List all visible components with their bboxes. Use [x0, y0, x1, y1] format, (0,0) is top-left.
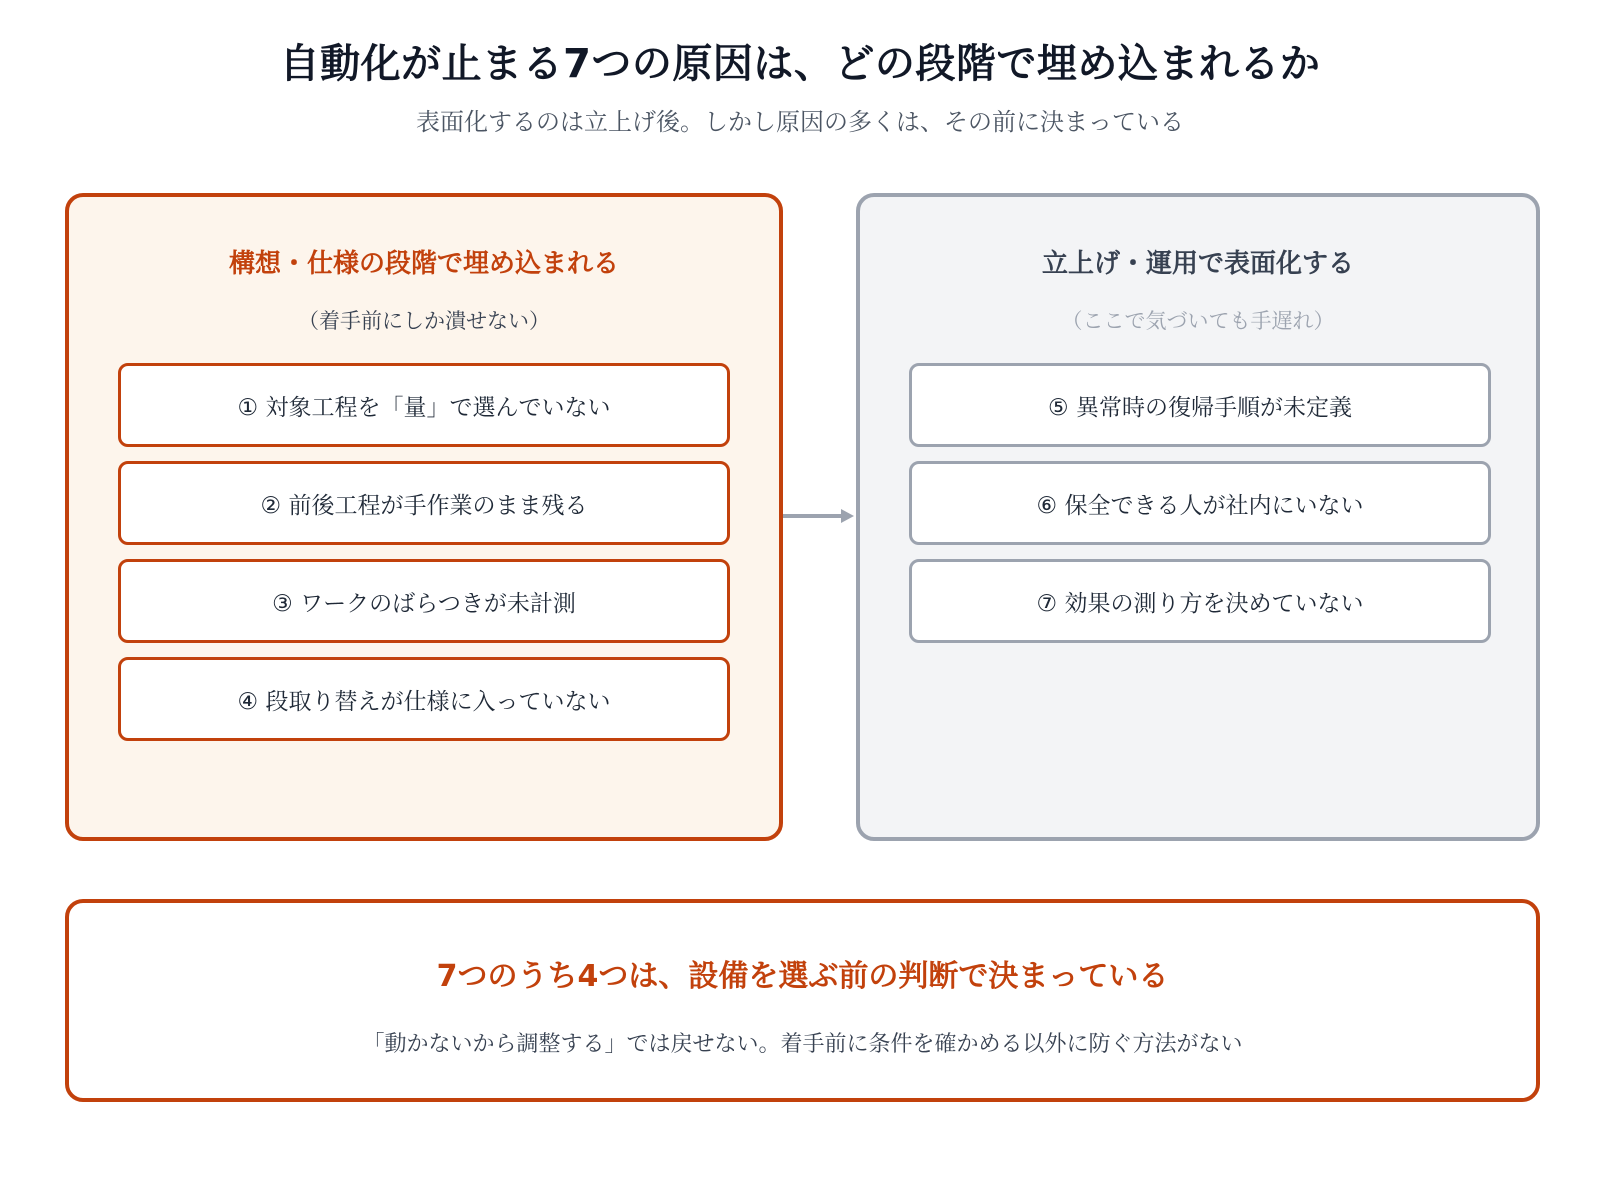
left-panel-note: （着手前にしか潰せない）: [298, 309, 550, 333]
summary-title: 7つのうち4つは、設備を選ぶ前の判断で決まっている: [436, 959, 1169, 994]
summary-box: [65, 899, 1540, 1102]
summary-text: 「動かないから調整する」では戻せない。着手前に条件を確かめる以外に防ぐ方法がない: [362, 1032, 1243, 1057]
cause-item-3: ③ ワークのばらつきが未計測: [118, 559, 730, 643]
page-title: 自動化が止まる7つの原因は、どの段階で埋め込まれるか: [279, 41, 1321, 87]
page-subtitle: 表面化するのは立上げ後。しかし原因の多くは、その前に決まっている: [416, 108, 1184, 136]
cause-item-7: ⑦ 効果の測り方を決めていない: [909, 559, 1491, 643]
cause-item-1: ① 対象工程を「量」で選んでいない: [118, 363, 730, 447]
cause-item-5: ⑤ 異常時の復帰手順が未定義: [909, 363, 1491, 447]
left-panel: [65, 193, 783, 841]
right-panel-note: （ここで気づいても手遅れ）: [1061, 309, 1335, 333]
cause-item-6: ⑥ 保全できる人が社内にいない: [909, 461, 1491, 545]
cause-item-2: ② 前後工程が手作業のまま残る: [118, 461, 730, 545]
right-panel: [856, 193, 1540, 841]
left-panel-title: 構想・仕様の段階で埋め込まれる: [228, 249, 619, 279]
flow-arrow-icon: [783, 507, 856, 525]
cause-item-4: ④ 段取り替えが仕様に入っていない: [118, 657, 730, 741]
right-panel-title: 立上げ・運用で表面化する: [1041, 249, 1354, 279]
